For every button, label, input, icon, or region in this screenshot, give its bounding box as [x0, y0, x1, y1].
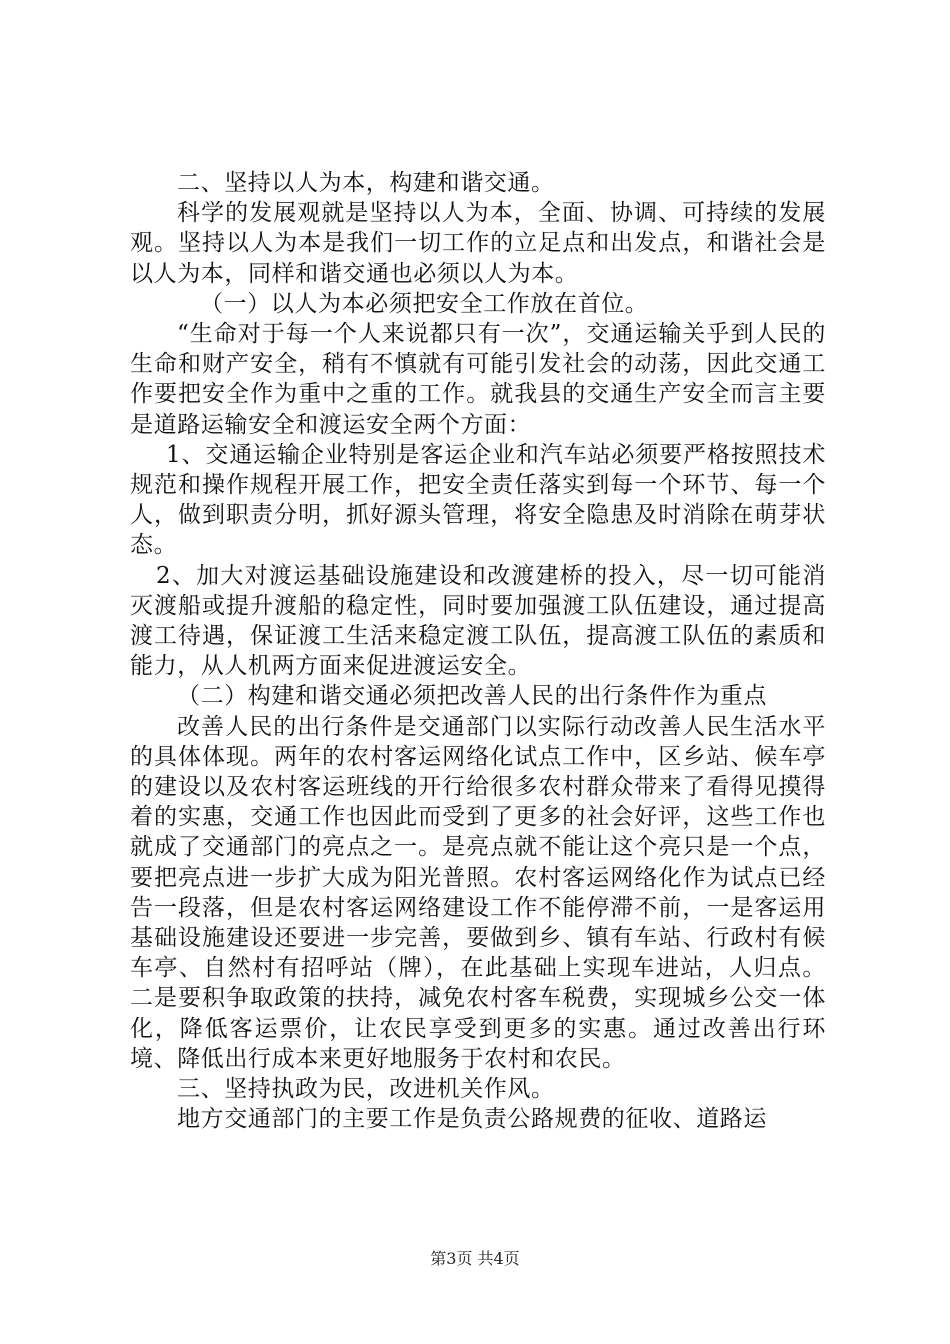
section-heading-2: 二、坚持以人为本，构建和谐交通。 [177, 170, 555, 196]
list-item-1: 1、交通运输企业特别是客运企业和汽车站必须要严格按照技术规范和操作规程开展工作，把安全责任落实到每一个环节、每一个人，做到职责分明，抓好源头管理，将安全隐患及时消除在萌芽状态。 [130, 441, 826, 559]
body-paragraph: 科学的发展观就是坚持以人为本，全面、协调、可持续的发展观。坚持以人为本是我们一切工作的立足点和出发点，和谐社会是以人为本，同样和谐交通也必须以人为本。 [130, 200, 826, 287]
body-paragraph: “生命对于每一个人来说都只有一次”，交通运输关乎到人民的生命和财产安全，稍有不慎就有可能引发社会的动荡，因此交通工作要把安全作为重中之重的工作。就我县的交通生产安全而言主要是道路运输安全和渡运安全两个方面： [130, 321, 826, 438]
section-heading-3: 三、坚持执政为民，改进机关作风。 [177, 1076, 555, 1103]
subsection-heading-2: （二）构建和谐交通必须把改善人民的出行条件作为重点 [177, 683, 767, 710]
body-paragraph: 地方交通部门的主要工作是负责公路规费的征收、道路运 [177, 1106, 767, 1133]
subsection-heading-1: （一）以人为本必须把安全工作放在首位。 [200, 290, 649, 317]
list-item-2: 2、加大对渡运基础设施建设和改渡建桥的投入，尽一切可能消灭渡船或提升渡船的稳定性，同时要加强渡工队伍建设，通过提高渡工待遇，保证渡工生活来稳定渡工队伍，提高渡工队伍的素质和能力，从人机两方面来促进渡运安全。 [130, 562, 826, 680]
body-paragraph: 改善人民的出行条件是交通部门以实际行动改善人民生活水平的具体体现。两年的农村客运网络化试点工作中，区乡站、候车亭的建设以及农村客运班线的开行给很多农村群众带来了看得见摸得着的实惠，交通工作也因此而受到了更多的社会好评，这些工作也就成了交通部门的亮点之一。是亮点就不能让这个亮只是一个点，要把亮点进一步扩大成为阳光普照。农村客运网络化作为试点已经告一段落，但是农村客运网络建设工作不能停滞不前，一是客运用基础设施建设还要进一步完善，要做到乡、镇有车站、行政村有候车亭、自然村有招呼站（牌），在此基础上实现车进站，人归点。二是要积争取政策的扶持，减免农村客车税费，实现城乡公交一体化，降低客运票价，让农民享受到更多的实惠。通过改善出行环境、降低出行成本来更好地服务于农村和农民。 [130, 713, 826, 1072]
page-number-footer: 第3页 共4页 [430, 1249, 520, 1268]
document-body [130, 168, 826, 1135]
